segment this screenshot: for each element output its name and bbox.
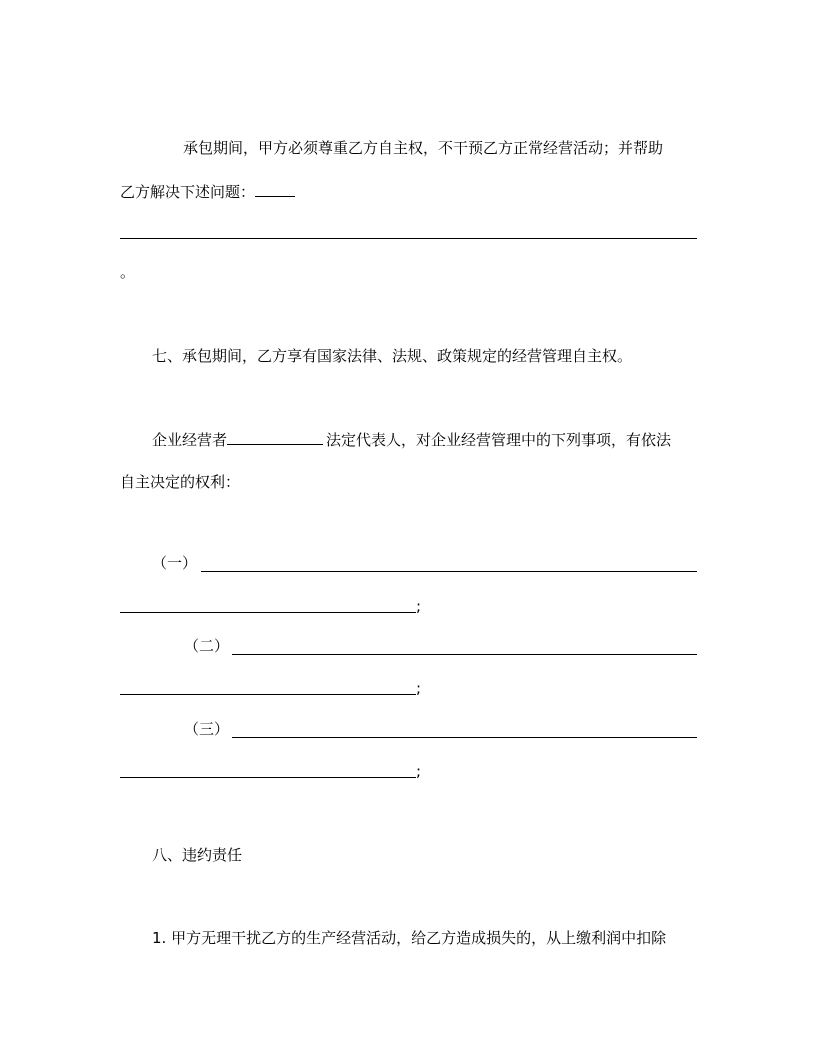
para1-end: 。	[120, 263, 136, 281]
para1-line1	[183, 138, 663, 158]
item1-end: ;	[416, 597, 422, 615]
blank-line-full[interactable]	[120, 238, 697, 239]
section8-heading: 八、违约责任	[152, 846, 243, 864]
item2-blank-line2[interactable]	[120, 694, 416, 695]
item3-label: （三）	[184, 720, 230, 738]
section7-line2: 自主决定的权利：	[120, 473, 241, 491]
section7-heading: 七、承包期间，乙方享有国家法律、法规、政策规定的经营管理自主权。	[152, 347, 633, 365]
item1-label: （一）	[152, 554, 198, 572]
item3-blank-line1[interactable]	[232, 737, 697, 738]
section7-text-b: 法定代表人，对企业经营管理中的下列事项，有依法	[326, 431, 672, 449]
para1-line2-text: 乙方解决下述问题：	[120, 183, 256, 201]
item2-label: （二）	[184, 637, 230, 655]
item1-blank-line1[interactable]	[201, 571, 697, 572]
item2-blank-line1[interactable]	[232, 654, 697, 655]
blank-problems[interactable]	[255, 182, 295, 197]
item3-blank-line2[interactable]	[120, 777, 416, 778]
item1-blank-line2[interactable]	[120, 612, 416, 613]
item2-end: ;	[416, 679, 422, 697]
section7-text-a: 企业经营者	[152, 431, 228, 449]
para1-line2	[120, 182, 295, 202]
para1-line1-text: 承包期间，甲方必须尊重乙方自主权，不干预乙方正常经营活动；并帮助	[183, 139, 664, 157]
blank-operator[interactable]	[227, 430, 323, 445]
section8-clause1: 1. 甲方无理干扰乙方的生产经营活动，给乙方造成损失的，从上缴利润中扣除	[152, 929, 667, 947]
section7-line1	[152, 430, 671, 450]
item3-end: ;	[416, 762, 422, 780]
